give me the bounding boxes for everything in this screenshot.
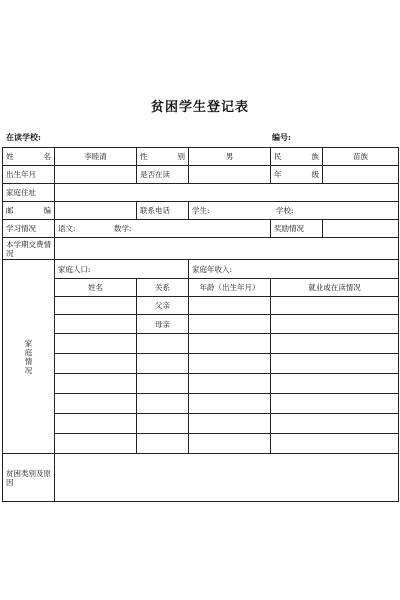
member-relation[interactable]	[137, 394, 189, 414]
member-age[interactable]	[189, 297, 271, 315]
name-label-cell: 姓 名	[3, 148, 55, 166]
address-value[interactable]	[55, 184, 399, 202]
study-label: 学习情况	[3, 220, 55, 238]
member-relation[interactable]	[137, 434, 189, 454]
row-birth	[3, 166, 399, 184]
member-age[interactable]	[189, 374, 271, 394]
member-relation[interactable]	[137, 414, 189, 434]
table-row	[3, 394, 399, 414]
member-status[interactable]	[271, 374, 399, 394]
postcode-value[interactable]	[55, 202, 137, 220]
family-header-age: 年龄（出生年月）	[189, 279, 271, 297]
member-status[interactable]	[271, 414, 399, 434]
member-relation[interactable]	[137, 354, 189, 374]
phone-value[interactable]	[189, 202, 399, 220]
fees-value[interactable]	[55, 238, 399, 260]
member-relation[interactable]: 母亲	[137, 315, 189, 334]
enrolled-value[interactable]	[189, 166, 271, 184]
member-age[interactable]	[189, 315, 271, 334]
family-side-label: 家 庭 情 况	[3, 260, 55, 454]
member-name[interactable]	[55, 315, 137, 334]
birth-label: 出生年月	[3, 166, 55, 184]
member-relation[interactable]: 父亲	[137, 297, 189, 315]
table-row	[3, 315, 399, 334]
family-header-status: 就业或在读情况	[271, 279, 399, 297]
table-row	[3, 434, 399, 454]
member-status[interactable]	[271, 297, 399, 315]
school-label: 在读学校:	[6, 132, 41, 142]
poverty-value[interactable]	[55, 454, 399, 502]
ethnicity-value[interactable]: 苗族	[323, 148, 399, 166]
study-value[interactable]	[55, 220, 271, 238]
member-name[interactable]	[55, 297, 137, 315]
member-age[interactable]	[189, 354, 271, 374]
table-row	[3, 297, 399, 315]
row-fees	[3, 238, 399, 260]
chinese-label: 语文:	[58, 224, 76, 233]
member-age[interactable]	[189, 414, 271, 434]
row-basic-info	[3, 148, 399, 166]
birth-value[interactable]	[55, 166, 137, 184]
row-study	[3, 220, 399, 238]
member-status[interactable]	[271, 434, 399, 454]
member-age[interactable]	[189, 334, 271, 354]
member-relation[interactable]	[137, 374, 189, 394]
member-name[interactable]	[55, 394, 137, 414]
grade-value[interactable]	[323, 166, 399, 184]
member-name[interactable]	[55, 354, 137, 374]
registration-table	[2, 147, 399, 502]
poverty-label: 贫困类别及原因	[3, 454, 55, 502]
table-row	[3, 354, 399, 374]
form-title: 贫困学生登记表	[150, 100, 249, 115]
row-family-summary	[3, 260, 399, 279]
enrolled-label: 是否在读	[137, 166, 189, 184]
member-name[interactable]	[55, 414, 137, 434]
row-poverty	[3, 454, 399, 502]
student-phone-label: 学生:	[192, 206, 210, 215]
member-status[interactable]	[271, 354, 399, 374]
family-header-row	[3, 279, 399, 297]
phone-label: 联系电话	[137, 202, 189, 220]
address-label: 家庭住址	[3, 184, 55, 202]
member-status[interactable]	[271, 315, 399, 334]
ethnicity-label-cell: 民 族	[271, 148, 323, 166]
member-relation[interactable]	[137, 334, 189, 354]
member-status[interactable]	[271, 394, 399, 414]
grade-label-cell: 年 级	[271, 166, 323, 184]
family-header-name: 姓名	[55, 279, 137, 297]
postcode-label-cell: 邮 编	[3, 202, 55, 220]
member-age[interactable]	[189, 434, 271, 454]
gender-label-cell: 性 别	[137, 148, 189, 166]
row-contact	[3, 202, 399, 220]
row-address	[3, 184, 399, 202]
fees-label: 本学期交费情况	[3, 238, 55, 260]
table-row	[3, 334, 399, 354]
member-name[interactable]	[55, 434, 137, 454]
family-income[interactable]: 家庭年收入:	[189, 260, 399, 279]
table-row	[3, 374, 399, 394]
table-row	[3, 414, 399, 434]
award-value[interactable]	[323, 220, 399, 238]
school-phone-label: 学校:	[276, 206, 294, 215]
member-age[interactable]	[189, 394, 271, 414]
number-label: 编号:	[272, 132, 291, 142]
name-value[interactable]: 李睦清	[55, 148, 137, 166]
member-name[interactable]	[55, 374, 137, 394]
member-name[interactable]	[55, 334, 137, 354]
family-header-relation: 关系	[137, 279, 189, 297]
award-label: 奖励情况	[271, 220, 323, 238]
family-population[interactable]: 家庭人口:	[55, 260, 189, 279]
member-status[interactable]	[271, 334, 399, 354]
gender-value[interactable]: 男	[189, 148, 271, 166]
math-label: 数学:	[114, 224, 132, 233]
